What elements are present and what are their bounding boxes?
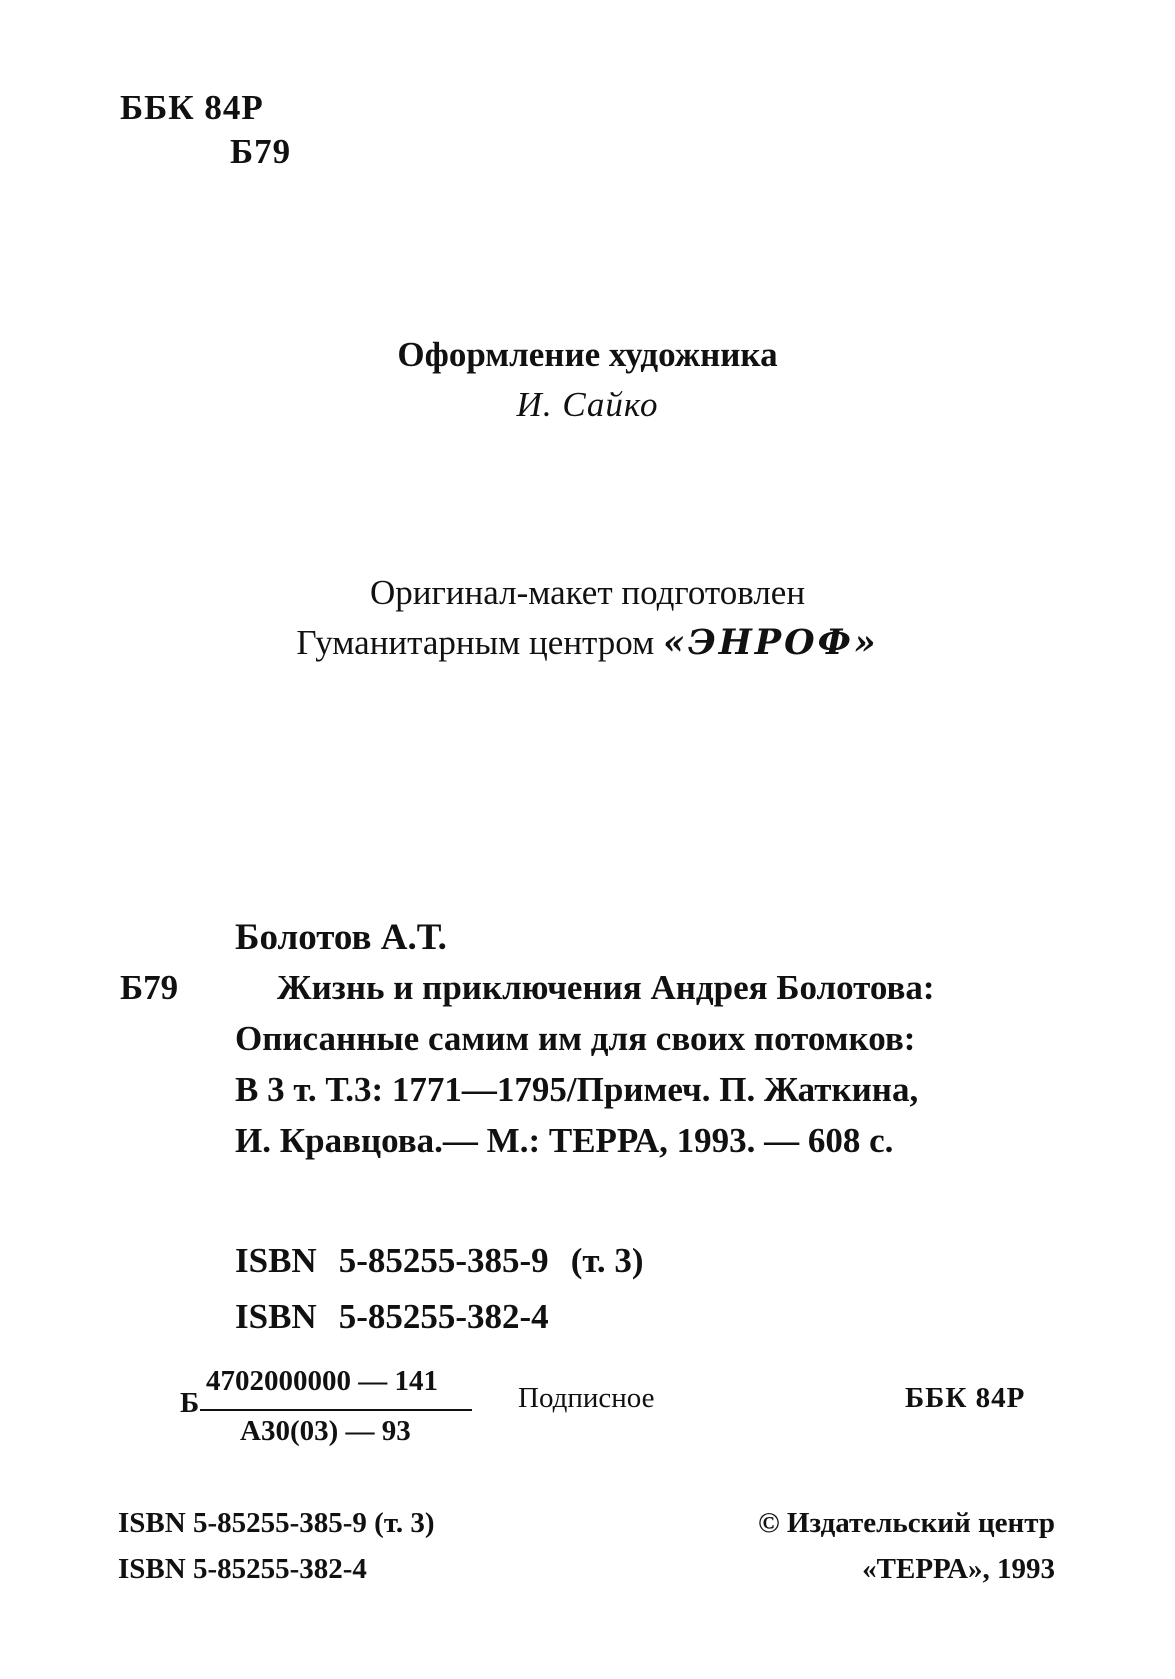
- copyright: [700, 1500, 1055, 1592]
- bbk-code: ББК 84Р: [120, 88, 264, 127]
- isbn-footer-line: ISBN 5-85255-382-4: [118, 1553, 367, 1585]
- isbn-footer-line: ISBN 5-85255-385-9 (т. 3): [118, 1507, 435, 1539]
- design-title: Оформление художника: [397, 335, 778, 374]
- isbn-footer: [118, 1500, 435, 1592]
- record-code: Б79: [120, 968, 179, 1007]
- record-author: Болотов А.Т.: [235, 917, 447, 958]
- isbn-label: ISBN: [235, 1297, 317, 1336]
- author-mark: Б79: [230, 132, 292, 171]
- layout-credit: [0, 568, 1175, 668]
- isbn-list: [235, 1233, 644, 1345]
- fraction-denominator: А30(03) — 93: [240, 1415, 411, 1447]
- bbk-code-footer: ББК 84Р: [905, 1382, 1026, 1414]
- description-line: И. Кравцова.— М.: ТЕРРА, 1993. — 608 с.: [235, 1121, 894, 1160]
- design-credit: [0, 330, 1175, 430]
- record-description: [235, 962, 1055, 1166]
- bbk-classification: [120, 86, 291, 174]
- artist-name: И. Сайко: [516, 385, 659, 424]
- publisher-brand-logo: «ЭНРОФ»: [663, 622, 879, 663]
- description-line: В 3 т. Т.3: 1771—1795/Примеч. П. Жаткина,: [235, 1070, 919, 1109]
- description-line: Описанные самим им для своих потомков:: [235, 1019, 916, 1058]
- isbn-row: [235, 1289, 644, 1345]
- description-line: Жизнь и приключения Андрея Болотова:: [277, 968, 935, 1007]
- copyright-line2: «ТЕРРА», 1993: [862, 1553, 1055, 1585]
- fraction-prefix: Б: [180, 1387, 200, 1419]
- copyright-line1: © Издательский центр: [757, 1507, 1055, 1539]
- subscription-label: Подписное: [518, 1382, 655, 1414]
- fraction-numerator: 4702000000 — 141: [206, 1365, 438, 1397]
- isbn-label: ISBN: [235, 1241, 317, 1280]
- fraction-bar: [200, 1409, 472, 1411]
- layout-line1: Оригинал-макет подготовлен: [369, 573, 806, 612]
- isbn-row: [235, 1233, 644, 1289]
- layout-line2: Гуманитарным центром: [296, 623, 655, 662]
- isbn-number: 5-85255-385-9: [338, 1241, 549, 1280]
- isbn-number: 5-85255-382-4: [338, 1297, 549, 1336]
- isbn-note: (т. 3): [570, 1241, 644, 1280]
